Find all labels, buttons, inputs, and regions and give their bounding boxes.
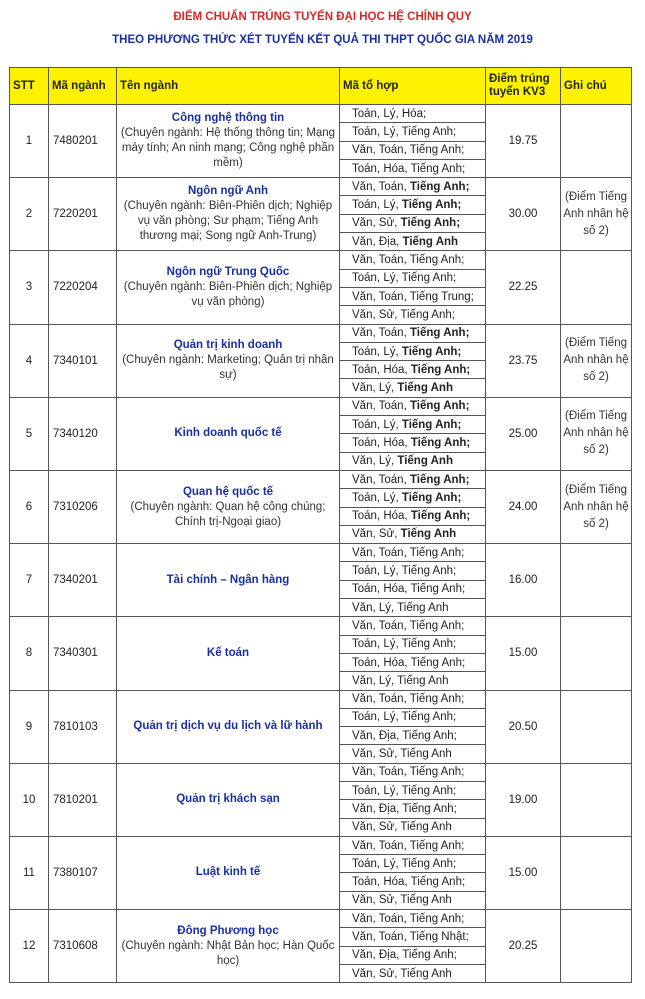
row-score: 22.25 xyxy=(486,251,561,324)
row-major-code: 7340120 xyxy=(49,397,117,470)
row-note: (Điểm Tiếng Anh nhân hệ số 2) xyxy=(561,397,632,470)
table-row xyxy=(10,470,632,488)
combo-weighted-subject: Tiếng Anh; xyxy=(410,436,471,449)
row-note xyxy=(561,836,632,909)
subject-combination xyxy=(340,763,486,781)
subject-combination xyxy=(340,928,486,946)
combo-weighted-subject: Tiếng Anh; xyxy=(401,199,462,212)
row-major-name xyxy=(117,836,340,909)
combo-subjects: Văn, Sử, Tiếng Anh xyxy=(352,821,452,834)
table-row xyxy=(10,324,632,342)
subject-combination xyxy=(340,361,486,379)
combo-subjects: Văn, Toán, xyxy=(352,400,410,413)
subject-combination xyxy=(340,836,486,854)
row-score: 19.75 xyxy=(486,105,561,178)
major-title: Quan hệ quốc tế xyxy=(182,485,274,498)
subject-combination xyxy=(340,635,486,653)
row-score: 20.25 xyxy=(486,910,561,983)
row-major-code: 7220204 xyxy=(49,251,117,324)
subject-combination xyxy=(340,416,486,434)
subject-combination xyxy=(340,342,486,360)
subject-combination xyxy=(340,196,486,214)
combo-subjects: Toán, Lý, xyxy=(352,345,402,358)
subject-combination xyxy=(340,233,486,251)
combo-subjects: Toán, Lý, xyxy=(352,418,402,431)
major-title: Quản trị kinh doanh xyxy=(173,339,283,352)
row-major-code: 7480201 xyxy=(49,105,117,178)
combo-subjects: Văn, Toán, Tiếng Anh; xyxy=(352,254,465,267)
row-stt: 8 xyxy=(10,617,49,690)
combo-subjects: Văn, Toán, Tiếng Anh; xyxy=(352,839,465,852)
subject-combination xyxy=(340,672,486,690)
combo-subjects: Văn, Toán, Tiếng Trung; xyxy=(352,290,474,303)
title-line-2: THEO PHƯƠNG THỨC XÉT TUYỂN KẾT QUẢ THI THPT QUỐC GIA NĂM 2019 xyxy=(112,34,533,46)
combo-weighted-subject: Tiếng Anh; xyxy=(410,363,471,376)
table-row xyxy=(10,763,632,781)
combo-subjects: Văn, Toán, Tiếng Anh; xyxy=(352,619,465,632)
combo-subjects: Toán, Lý, xyxy=(352,491,402,504)
combo-weighted-subject: Tiếng Anh; xyxy=(401,491,462,504)
subject-combination xyxy=(340,708,486,726)
subject-combination xyxy=(340,800,486,818)
combo-subjects: Toán, Hóa, Tiếng Anh; xyxy=(352,583,466,596)
combo-subjects: Toán, Lý, Tiếng Anh; xyxy=(352,784,457,797)
row-note: (Điểm Tiếng Anh nhân hệ số 2) xyxy=(561,470,632,543)
row-major-name xyxy=(117,178,340,251)
row-stt: 6 xyxy=(10,470,49,543)
subject-combination xyxy=(340,105,486,123)
subject-combination xyxy=(340,159,486,177)
subject-combination xyxy=(340,617,486,635)
combo-subjects: Văn, Sử, xyxy=(352,528,401,541)
row-stt: 11 xyxy=(10,836,49,909)
subject-combination xyxy=(340,580,486,598)
major-specializations: (Chuyên ngành: Hệ thống thông tin; Mạng máy tính; An ninh mạng; Công nghệ phần mềm) xyxy=(120,127,336,170)
row-major-code: 7310206 xyxy=(49,470,117,543)
subject-combination xyxy=(340,306,486,324)
header-code: Mã ngành xyxy=(49,68,117,105)
combo-weighted-subject: Tiếng Anh; xyxy=(409,400,470,413)
row-score: 30.00 xyxy=(486,178,561,251)
row-stt: 4 xyxy=(10,324,49,397)
row-major-code: 7310608 xyxy=(49,910,117,983)
major-title: Công nghệ thông tin xyxy=(171,112,285,125)
major-title: Tài chính – Ngân hàng xyxy=(166,573,290,586)
major-specializations: (Chuyên ngành: Quan hệ công chúng; Chính trị-Ngoại giao) xyxy=(130,500,326,528)
combo-subjects: Văn, Toán, Tiếng Anh; xyxy=(352,144,465,157)
row-note xyxy=(561,690,632,763)
row-major-name xyxy=(117,910,340,983)
subject-combination xyxy=(340,489,486,507)
row-stt: 12 xyxy=(10,910,49,983)
major-title: Quản trị khách sạn xyxy=(176,793,280,806)
combo-weighted-subject: Tiếng Anh; xyxy=(409,473,470,486)
row-major-code: 7340101 xyxy=(49,324,117,397)
row-major-code: 7340201 xyxy=(49,544,117,617)
subject-combination xyxy=(340,214,486,232)
combo-subjects: Toán, Lý, Hóa; xyxy=(352,107,427,120)
table-row xyxy=(10,105,632,123)
combo-subjects: Toán, Hóa, xyxy=(352,510,411,523)
row-major-name xyxy=(117,690,340,763)
row-score: 24.00 xyxy=(486,470,561,543)
subject-combination xyxy=(340,855,486,873)
table-row xyxy=(10,690,632,708)
subject-combination xyxy=(340,891,486,909)
row-major-name xyxy=(117,544,340,617)
combo-subjects: Toán, Lý, Tiếng Anh; xyxy=(352,638,457,651)
subject-combination xyxy=(340,324,486,342)
combo-subjects: Văn, Toán, xyxy=(352,180,410,193)
combo-subjects: Văn, Lý, xyxy=(352,455,398,468)
subject-combination xyxy=(340,781,486,799)
row-score: 16.00 xyxy=(486,544,561,617)
combo-subjects: Toán, Lý, Tiếng Anh; xyxy=(352,125,457,138)
table-header-row xyxy=(10,68,632,105)
row-note: (Điểm Tiếng Anh nhân hệ số 2) xyxy=(561,178,632,251)
subject-combination xyxy=(340,653,486,671)
subject-combination xyxy=(340,269,486,287)
subject-combination xyxy=(340,470,486,488)
combo-weighted-subject: Tiếng Anh xyxy=(397,455,453,468)
combo-weighted-subject: Tiếng Anh; xyxy=(410,510,471,523)
row-major-code: 7810201 xyxy=(49,763,117,836)
table-row xyxy=(10,544,632,562)
combo-subjects: Văn, Lý, Tiếng Anh xyxy=(352,674,449,687)
row-stt: 10 xyxy=(10,763,49,836)
subject-combination xyxy=(340,964,486,982)
combo-subjects: Toán, Hóa, xyxy=(352,363,411,376)
combo-weighted-subject: Tiếng Anh; xyxy=(409,180,470,193)
subject-combination xyxy=(340,178,486,196)
row-score: 15.00 xyxy=(486,617,561,690)
row-stt: 5 xyxy=(10,397,49,470)
subject-combination xyxy=(340,910,486,928)
row-stt: 7 xyxy=(10,544,49,617)
row-stt: 2 xyxy=(10,178,49,251)
header-stt: STT xyxy=(10,68,49,105)
row-note xyxy=(561,105,632,178)
major-title: Luật kinh tế xyxy=(195,866,261,879)
combo-subjects: Toán, Hóa, Tiếng Anh; xyxy=(352,876,466,889)
combo-subjects: Văn, Địa, Tiếng Anh; xyxy=(352,802,457,815)
combo-subjects: Văn, Địa, xyxy=(352,235,403,248)
major-title: Ngôn ngữ Anh xyxy=(187,185,269,198)
combo-subjects: Văn, Sử, Tiếng Anh xyxy=(352,894,452,907)
combo-subjects: Văn, Toán, Tiếng Nhật; xyxy=(352,931,469,943)
row-major-name xyxy=(117,470,340,543)
table-row xyxy=(10,617,632,635)
subject-combination xyxy=(340,434,486,452)
row-major-code: 7380107 xyxy=(49,836,117,909)
combo-weighted-subject: Tiếng Anh; xyxy=(409,327,470,340)
combo-weighted-subject: Tiếng Anh; xyxy=(400,217,461,230)
header-score: Điểm trúng tuyển KV3 xyxy=(486,68,561,105)
row-major-code: 7220201 xyxy=(49,178,117,251)
row-major-name xyxy=(117,105,340,178)
subject-combination xyxy=(340,452,486,470)
row-score: 25.00 xyxy=(486,397,561,470)
combo-weighted-subject: Tiếng Anh xyxy=(400,528,457,541)
subject-combination xyxy=(340,507,486,525)
table-row xyxy=(10,836,632,854)
table-row xyxy=(10,397,632,415)
combo-weighted-subject: Tiếng Anh xyxy=(397,382,453,395)
combo-subjects: Toán, Hóa, Tiếng Anh; xyxy=(352,162,466,175)
combo-subjects: Toán, Lý, Tiếng Anh; xyxy=(352,711,457,724)
row-note xyxy=(561,544,632,617)
subject-combination xyxy=(340,141,486,159)
header-name: Tên ngành xyxy=(117,68,340,105)
row-score: 19.00 xyxy=(486,763,561,836)
combo-weighted-subject: Tiếng Anh; xyxy=(401,345,462,358)
combo-subjects: Văn, Toán, xyxy=(352,327,410,340)
row-score: 23.75 xyxy=(486,324,561,397)
combo-subjects: Văn, Địa, Tiếng Anh; xyxy=(352,949,457,962)
combo-subjects: Văn, Sử, Tiếng Anh; xyxy=(352,308,455,321)
combo-subjects: Văn, Sử, xyxy=(352,217,401,230)
subject-combination xyxy=(340,818,486,836)
subject-combination xyxy=(340,525,486,543)
combo-subjects: Văn, Toán, Tiếng Anh; xyxy=(352,912,465,925)
row-note: (Điểm Tiếng Anh nhân hệ số 2) xyxy=(561,324,632,397)
row-stt: 3 xyxy=(10,251,49,324)
row-major-code: 7340301 xyxy=(49,617,117,690)
row-major-name xyxy=(117,763,340,836)
row-note xyxy=(561,910,632,983)
row-note xyxy=(561,617,632,690)
table-row xyxy=(10,251,632,269)
combo-subjects: Văn, Lý, Tiếng Anh xyxy=(352,601,449,614)
subject-combination xyxy=(340,599,486,617)
major-title: Đông Phương học xyxy=(177,924,279,937)
combo-subjects: Văn, Toán, Tiếng Anh; xyxy=(352,693,465,706)
combo-subjects: Văn, Sử, Tiếng Anh xyxy=(352,967,452,980)
row-score: 20.50 xyxy=(486,690,561,763)
subject-combination xyxy=(340,544,486,562)
combo-subjects: Toán, Lý, Tiếng Anh; xyxy=(352,565,457,578)
major-title: Ngôn ngữ Trung Quốc xyxy=(166,265,290,278)
row-score: 15.00 xyxy=(486,836,561,909)
admission-score-table xyxy=(9,67,632,983)
combo-subjects: Toán, Lý, Tiếng Anh; xyxy=(352,272,457,285)
header-note: Ghi chú xyxy=(561,68,632,105)
combo-subjects: Văn, Toán, Tiếng Anh; xyxy=(352,766,465,779)
subject-combination xyxy=(340,251,486,269)
table-row xyxy=(10,910,632,928)
major-specializations: (Chuyên ngành: Nhật Bản học; Hàn Quốc học) xyxy=(121,939,335,967)
combo-subjects: Toán, Hóa, Tiếng Anh; xyxy=(352,656,466,669)
row-major-code: 7810103 xyxy=(49,690,117,763)
major-specializations: (Chuyên ngành: Biên-Phiên dịch; Nghiệp vụ văn phòng) xyxy=(123,280,333,308)
row-major-name xyxy=(117,397,340,470)
subject-combination xyxy=(340,946,486,964)
row-major-name xyxy=(117,251,340,324)
major-specializations: (Chuyên ngành: Biên-Phiên dịch; Nghiệp vụ văn phòng; Sư phạm; Tiếng Anh thương mại; Song ngữ Anh-Trung) xyxy=(123,200,333,243)
subject-combination xyxy=(340,727,486,745)
subject-combination xyxy=(340,397,486,415)
row-major-name xyxy=(117,617,340,690)
row-note xyxy=(561,251,632,324)
title-line-1: ĐIỂM CHUẨN TRÚNG TUYỂN ĐẠI HỌC HỆ CHÍNH QUY xyxy=(173,11,472,23)
combo-subjects: Toán, Lý, Tiếng Anh; xyxy=(352,857,457,870)
combo-subjects: Văn, Sử, Tiếng Anh xyxy=(352,748,452,761)
table-body xyxy=(10,105,632,983)
combo-subjects: Toán, Lý, xyxy=(352,199,402,212)
combo-subjects: Văn, Toán, xyxy=(352,473,410,486)
subject-combination xyxy=(340,379,486,397)
major-title: Quản trị dịch vụ du lịch và lữ hành xyxy=(133,720,323,733)
subject-combination xyxy=(340,287,486,305)
subject-combination xyxy=(340,123,486,141)
combo-weighted-subject: Tiếng Anh xyxy=(402,235,459,248)
major-specializations: (Chuyên ngành: Marketing; Quản trị nhân sự) xyxy=(122,354,334,382)
subject-combination xyxy=(340,873,486,891)
combo-subjects: Toán, Hóa, xyxy=(352,436,411,449)
subject-combination xyxy=(340,690,486,708)
major-title: Kế toán xyxy=(206,646,250,659)
combo-subjects: Văn, Địa, Tiếng Anh; xyxy=(352,729,457,742)
table-row xyxy=(10,178,632,196)
major-title: Kinh doanh quốc tế xyxy=(174,427,282,440)
row-note xyxy=(561,763,632,836)
combo-weighted-subject: Tiếng Anh; xyxy=(401,418,462,431)
row-stt: 1 xyxy=(10,105,49,178)
subject-combination xyxy=(340,745,486,763)
row-major-name xyxy=(117,324,340,397)
row-stt: 9 xyxy=(10,690,49,763)
subject-combination xyxy=(340,562,486,580)
combo-subjects: Văn, Toán, Tiếng Anh; xyxy=(352,546,465,559)
header-combo: Mã tổ hợp xyxy=(340,68,486,105)
combo-subjects: Văn, Lý, xyxy=(352,382,398,395)
